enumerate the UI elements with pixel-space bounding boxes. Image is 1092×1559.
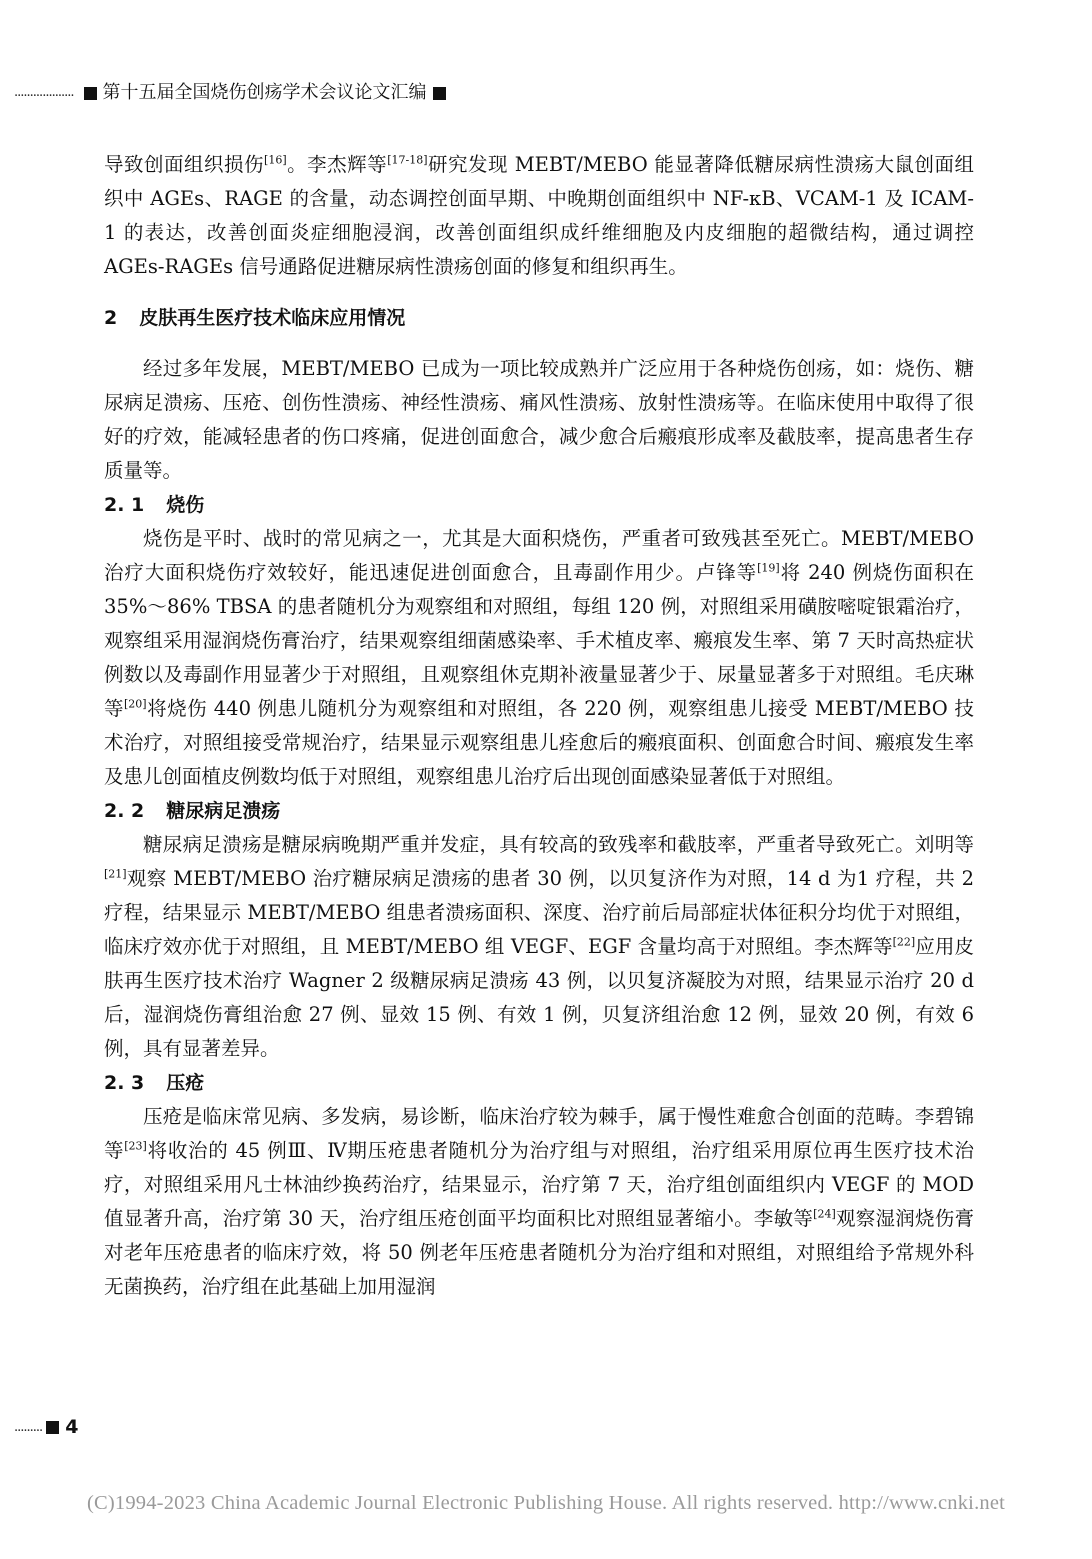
paragraph — [104, 148, 974, 284]
subsection-title: 烧伤 — [166, 494, 205, 516]
text-run: 烧伤是平时、战时的常见病之一，尤其是大面积烧伤，严重者可致残甚至死亡。MEBT/MEBO 治疗大面积烧伤疗效较好，能迅速促进创面愈合，且毒副作用少。卢锋等 — [104, 527, 974, 584]
citation-ref: [20] — [124, 697, 147, 711]
text-run: 将烧伤 440 例患儿随机分为观察组和对照组，各 220 例，观察组患儿接受 MEBT/MEBO 技术治疗，对照组接受常规治疗，结果显示观察组患儿痊愈后的瘢痕面积、创面愈合时间、瘢痕发生率及患儿创面植皮例数均低于对照组，观察组患儿治疗后出现创面感染显著低于对照组。 — [104, 697, 974, 788]
section-heading — [104, 301, 974, 335]
subsection-title: 糖尿病足溃疡 — [166, 800, 281, 822]
subsection-title: 压疮 — [166, 1072, 205, 1094]
subsection-heading — [104, 1066, 974, 1100]
paragraph — [104, 828, 974, 1066]
text-run: 研究发现 MEBT/MEBO 能显著降低糖尿病性溃疡大鼠创面组织中 AGEs、RAGE 的含量，动态调控创面早期、中晚期创面组织中 NF-κB、VCAM-1 及 ICAM-1 的表达，改善创面炎症细胞浸润，改善创面组织成纤维细胞及内皮细胞的超微结构，通过调控 AGEs-RAGEs 信号通路促进糖尿病性溃疡创面的修复和组织再生。 — [104, 153, 974, 278]
citation-ref: [23] — [124, 1139, 147, 1153]
text-run: 应用皮肤再生医疗技术治疗 Wagner 2 级糖尿病足溃疡 43 例，以贝复济凝胶为对照，结果显示治疗 20 d 后，湿润烧伤膏组治愈 27 例、显效 15 例、有效 1 例，贝复济组治愈 12 例，显效 20 例，有效 6 例，具有显著差异。 — [104, 935, 974, 1060]
text-run: 。李杰辉等 — [286, 153, 388, 176]
citation-ref: [21] — [104, 867, 127, 881]
text-run: 导致创面组织损伤 — [104, 153, 265, 176]
body-text — [104, 148, 974, 1304]
subsection-heading — [104, 488, 974, 522]
text-run: 糖尿病足溃疡是糖尿病晚期严重并发症，具有较高的致残率和截肢率，严重者导致死亡。刘明等 — [143, 833, 974, 856]
citation-ref: [17-18] — [387, 153, 428, 167]
text-run: 压疮是临床常见病、多发病，易诊断，临床治疗较为棘手，属于慢性难愈合创面的范畴。李碧锦等 — [104, 1105, 974, 1162]
paragraph — [104, 1100, 974, 1304]
citation-ref: [22] — [892, 935, 916, 949]
square-bullet-icon — [46, 1421, 59, 1434]
subsection-number: 2. 3 — [104, 1072, 145, 1094]
paragraph — [104, 522, 974, 794]
text-run: 将收治的 45 例Ⅲ、Ⅳ期压疮患者随机分为治疗组与对照组，治疗组采用原位再生医疗技术治疗，对照组采用凡士林油纱换药治疗，结果显示，治疗第 7 天，治疗组创面组织内 VEGF 的 MOD 值显著升高，治疗第 30 天，治疗组压疮创面平均面积比对照组显著缩小。李敏等 — [104, 1139, 974, 1230]
text-run: 将 240 例烧伤面积在 35%～86% TBSA 的患者随机分为观察组和对照组，每组 120 例，对照组采用磺胺嘧啶银霜治疗，观察组采用湿润烧伤膏治疗，结果观察组细菌感染率、手术植皮率、瘢痕发生率、第 7 天时高热症状例数以及毒副作用显著少于对照组，且观察组休克期补液量显著少于、尿量显著多于对照组。毛庆琳等 — [104, 561, 974, 720]
text-run: 观察湿润烧伤膏对老年压疮患者的临床疗效，将 50 例老年压疮患者随机分为治疗组和对照组，对照组给予常规外科无菌换药，治疗组在此基础上加用湿润 — [104, 1207, 974, 1298]
copyright-watermark: (C)1994-2023 China Academic Journal Electronic Publishing House. All rights reserved. http://www.cnki.net — [86, 1492, 1006, 1514]
square-bullet-icon — [433, 87, 446, 100]
header-title: 第十五届全国烧伤创疡学术会议论文汇编 — [102, 82, 427, 103]
subsection-heading — [104, 794, 974, 828]
square-bullet-icon — [84, 87, 97, 100]
page-number: 4 — [65, 1416, 79, 1438]
citation-ref: [19] — [757, 561, 780, 575]
subsection-number: 2. 2 — [104, 800, 145, 822]
leader-dots: ................... — [14, 85, 74, 100]
subsection-number: 2. 1 — [104, 494, 145, 516]
page-footer — [14, 1414, 78, 1440]
section-title: 皮肤再生医疗技术临床应用情况 — [139, 307, 406, 329]
citation-ref: [16] — [264, 153, 287, 167]
paragraph: 经过多年发展，MEBT/MEBO 已成为一项比较成熟并广泛应用于各种烧伤创疡，如：烧伤、糖尿病足溃疡、压疮、创伤性溃疡、神经性溃疡、痛风性溃疡、放射性溃疡等。在临床使用中取得了很好的疗效，能减轻患者的伤口疼痛，促进创面愈合，减少愈合后瘢痕形成率及截肢率，提高患者生存质量等。 — [104, 357, 974, 482]
leader-dots: ......... — [14, 1419, 43, 1435]
running-header — [14, 80, 614, 106]
citation-ref: [24] — [813, 1207, 836, 1221]
section-number: 2 — [104, 307, 118, 329]
text-run: 观察 MEBT/MEBO 治疗糖尿病足溃疡的患者 30 例，以贝复济作为对照，14 d 为1 疗程，共 2 疗程，结果显示 MEBT/MEBO 组患者溃疡面积、深度、治疗前后局部症状体征积分均优于对照组，临床疗效亦优于对照组，且 MEBT/MEBO 组 VEGF、EGF 含量均高于对照组。李杰辉等 — [104, 867, 974, 958]
